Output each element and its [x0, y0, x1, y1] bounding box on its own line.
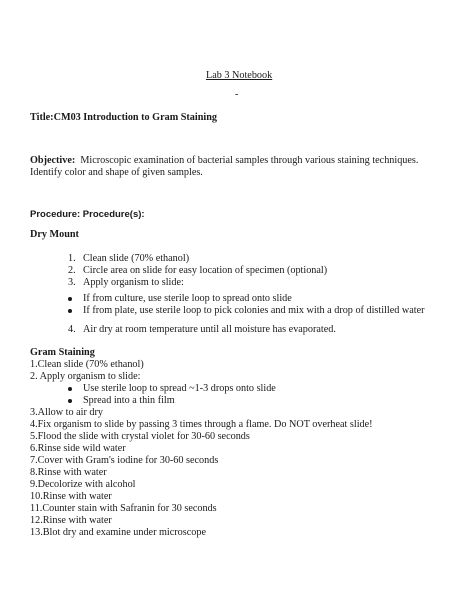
dry-mount-step-text: Circle area on slide for easy location of specimen (optional) [83, 265, 328, 276]
bullet-icon [68, 309, 72, 313]
gram-staining-heading: Gram Staining [30, 347, 95, 358]
procedure-sub: Procedure(s): [82, 209, 145, 220]
objective-text1: Microscopic examination of bacterial samples through various staining techniques. [80, 155, 419, 166]
gram-step: 4.Fix organism to slide by passing 3 times through a flame. Do NOT overheat slide! [30, 419, 373, 430]
gram-step: 13.Blot dry and examine under microscope [30, 527, 206, 538]
gram-step: 7.Cover with Gram's iodine for 30-60 seconds [30, 455, 219, 466]
dry-mount-step-num: 4. [68, 324, 76, 335]
procedure-label: Procedure: [30, 209, 81, 220]
gram-step: 3.Allow to air dry [30, 407, 103, 418]
dry-mount-step-text: Air dry at room temperature until all moisture has evaporated. [83, 324, 336, 335]
dry-mount-step-num: 2. [68, 265, 76, 276]
dry-mount-step-text: Apply organism to slide: [83, 277, 184, 288]
title-value: CM03 Introduction to Gram Staining [53, 112, 217, 123]
objective-line1 [30, 155, 418, 167]
objective-line2: Identify color and shape of given samples. [30, 167, 203, 178]
gram-step: 6.Rinse side wild water [30, 443, 126, 454]
title-line [30, 112, 217, 124]
bullet-icon [68, 399, 72, 403]
dry-mount-bullet: If from culture, use sterile loop to spread onto slide [83, 293, 292, 304]
title-label: Title: [30, 112, 54, 123]
gram-step: 5.Flood the slide with crystal violet for 30-60 seconds [30, 431, 250, 442]
dry-mount-step-num: 1. [68, 253, 76, 264]
gram-step: 10.Rinse with water [30, 491, 112, 502]
bullet-icon [68, 387, 72, 391]
gram-step: 1.Clean slide (70% ethanol) [30, 359, 144, 370]
gram-step: 2. Apply organism to slide: [30, 371, 141, 382]
dry-mount-bullet: If from plate, use sterile loop to pick colonies and mix with a drop of distilled water [83, 305, 425, 316]
gram-bullet: Spread into a thin film [83, 395, 175, 406]
procedure-heading [30, 209, 145, 221]
dry-mount-step-text: Clean slide (70% ethanol) [83, 253, 190, 264]
gram-step: 9.Decolorize with alcohol [30, 479, 136, 490]
dry-mount-step-num: 3. [68, 277, 76, 288]
header-marker: - [235, 89, 239, 100]
gram-step: 8.Rinse with water [30, 467, 107, 478]
objective-label: Objective: [30, 155, 76, 166]
dry-mount-heading: Dry Mount [30, 229, 79, 240]
bullet-icon [68, 297, 72, 301]
gram-step: 11.Counter stain with Safranin for 30 seconds [30, 503, 217, 514]
gram-bullet: Use sterile loop to spread ~1-3 drops onto slide [83, 383, 276, 394]
notebook-title: Lab 3 Notebook [206, 70, 273, 81]
gram-step: 12.Rinse with water [30, 515, 112, 526]
